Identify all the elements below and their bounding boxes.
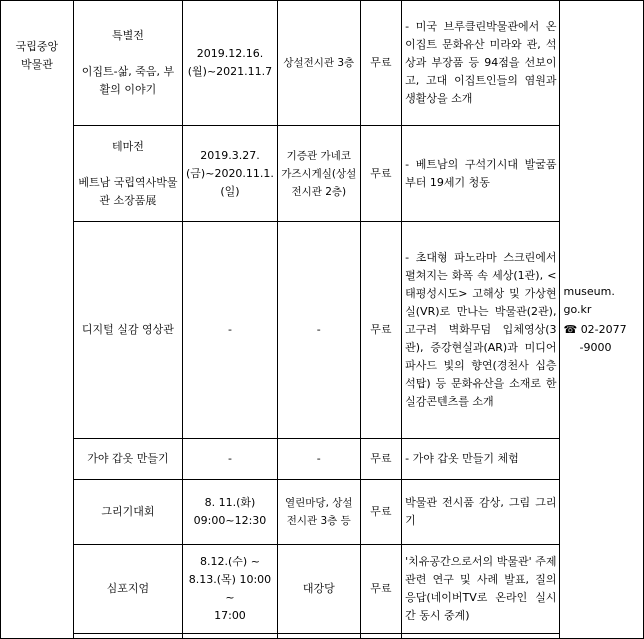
event-venue: - [277,222,360,439]
table-row [1,545,644,634]
contact-cell [560,1,644,639]
table-row [1,222,644,439]
event-period: - [183,439,278,480]
event-title-cell [73,126,182,222]
table-row [1,126,644,222]
event-title: 이집트-삶, 죽음, 부활의 이야기 [81,65,175,96]
event-title: 그리기대회 [73,480,182,545]
event-venue: - [277,439,360,480]
table-row [1,1,644,126]
event-venue: 열린마당, 상설전시관 3층 등 [277,480,360,545]
event-period: 2019.12.16. (월)~2021.11.7 [183,1,278,126]
table-row [1,480,644,545]
event-fee: 무료 [360,439,402,480]
event-period: 2019.3.27. (금)~2020.11.1. (일) [183,126,278,222]
event-fee: 무료 [360,222,402,439]
website-link[interactable]: museum. go.kr [563,284,615,316]
event-title: 가야 갑옷 만들기 [73,439,182,480]
event-description: - 베트남의 구석기시대 발굴품부터 19세기 청동 [402,126,560,222]
event-description: 박물관 전시품 감상, 그림 그리기 [402,480,560,545]
event-title: 베트남 국립역사박물관 소장품展 [78,175,178,207]
phone-icon: ☎ [563,322,578,336]
event-description: - 가야 갑옷 만들기 체험 [402,439,560,480]
event-fee: 무료 [360,480,402,545]
event-venue: 기증관 가네코 가즈시게실(상설전시관 2층) [277,126,360,222]
event-fee: 무료 [360,1,402,126]
event-title-cell [73,1,182,126]
event-description: - 미국 브루클린박물관에서 온 이집트 문화유산 미라와 관, 석상과 부장품 등 94점을 선보이고, 고대 이집트인들의 염원과 생활상을 소개 [402,1,560,126]
event-description: - 초대형 파노라마 스크린에서 펼쳐지는 화폭 속 세상(1관), <태평성시도> 고해상 및 가상현실(VR)로 만나는 박물관(2관), 고구려 벽화무덤 입체영상(3관), 증강현실과(AR)과 미디어파사드 빛의 향연(경천사 십층석탑) 등 문화유산을 소재로 한 실감콘텐츠를 소개 [402,222,560,439]
event-category: 특별전 [111,29,144,42]
event-title: 심포지엄 [73,545,182,634]
table-row [1,439,644,480]
event-category: 테마전 [111,139,144,153]
phone-number-line1: 02-2077 [580,322,627,336]
event-fee: 무료 [360,126,402,222]
event-venue: 대강당 [277,545,360,634]
event-venue: 상설전시관 3층 [277,1,360,126]
event-period: 8. 11.(화) 09:00~12:30 [183,480,278,545]
event-title: 디지털 실감 영상관 [73,222,182,439]
event-period: 8.12.(수) ~ 8.13.(목) 10:00 ~ 17:00 [183,545,278,634]
event-fee: 무료 [360,545,402,634]
institution-name: 국립중앙 박물관 [1,1,74,639]
event-description: '치유공간으로서의 박물관' 주제 관련 연구 및 사례 발표, 질의 응답(네이버TV로 온라인 실시간 동시 중계) [402,545,560,634]
event-period: - [183,222,278,439]
phone-number-line2: -9000 [579,340,612,354]
